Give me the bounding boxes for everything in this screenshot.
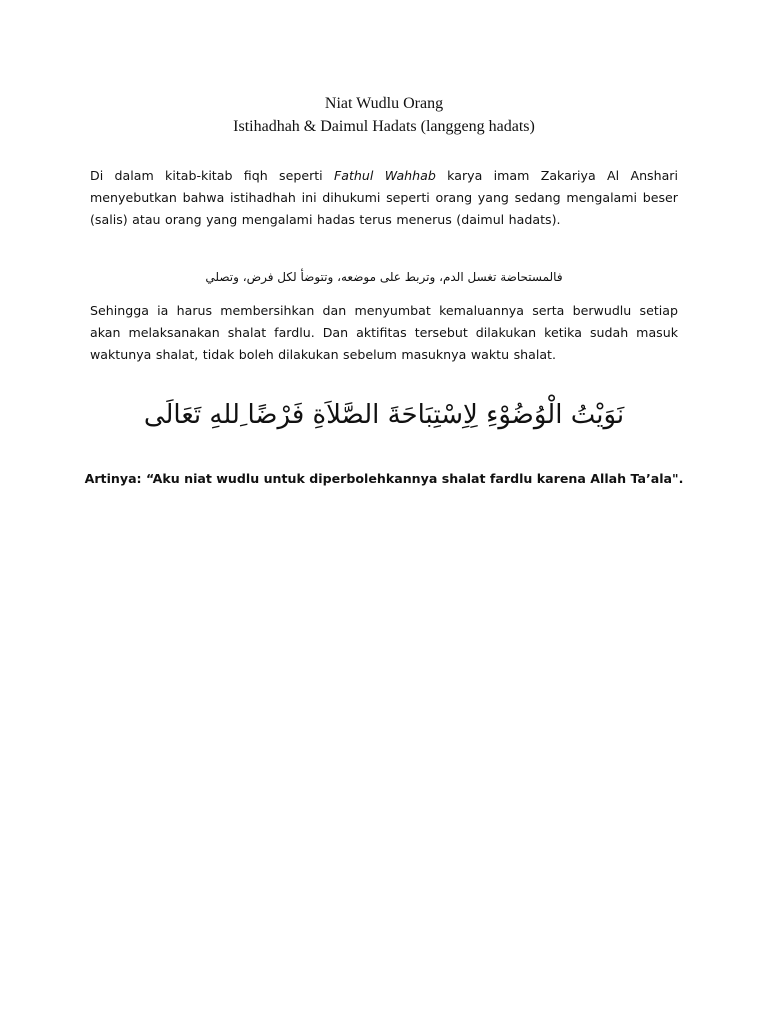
paragraph-1-end: karya imam Zakariya Al Anshari menyebutkan bahwa istihadhah ini dihukumi seperti orang yang sedang mengalami beser (salis) atau orang yang mengalami hadas terus menerus (daimul hadats).: [90, 168, 678, 227]
book-title-fathul-wahhab: Fathul Wahhab: [334, 168, 436, 183]
paragraph-kitab-fiqh: [90, 165, 678, 231]
niat-meaning: Artinya: “Aku niat wudlu untuk diperbolehkannya shalat fardlu karena Allah Ta’ala".: [84, 471, 684, 486]
paragraph-explanation: Sehingga ia harus membersihkan dan menyumbat kemaluannya serta berwudlu setiap akan melaksanakan shalat fardlu. Dan aktifitas tersebut dilakukan ketika sudah masuk waktunya shalat, tidak boleh dilakukan sebelum masuknya waktu shalat.: [90, 303, 678, 362]
title-line-2: Istihadhah & Daimul Hadats (langgeng hadats): [233, 118, 535, 135]
paragraph-1-start: Di dalam kitab-kitab fiqh seperti: [90, 168, 335, 183]
niat-arabic-text: نَوَيْتُ الْوُضُوْءِ لِاِسْتِبَاحَةَ الصَّلاَةِ فَرْضًا ِللهِ تَعَالَى: [143, 400, 625, 430]
title-line-1: Niat Wudlu Orang: [324, 95, 444, 112]
arabic-quote: فالمستحاضة تغسل الدم، وتربط على موضعه، وتتوضأ لكل فرض، وتصلي: [205, 270, 563, 284]
